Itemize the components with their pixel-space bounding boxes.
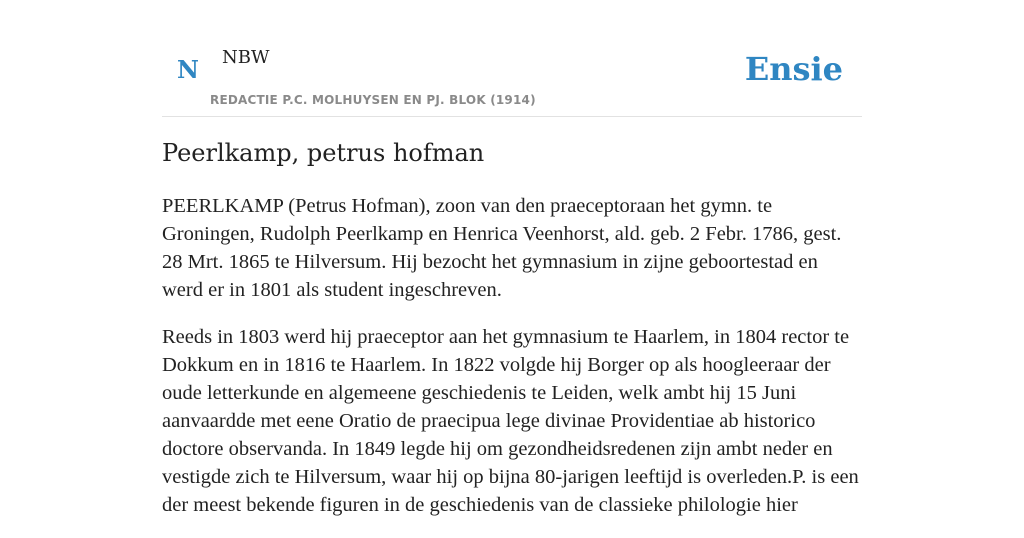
article-header [162, 0, 862, 117]
article-body [162, 192, 862, 538]
article-paragraph: Reeds in 1803 werd hij praeceptor aan het gymnasium te Haarlem, in 1804 rector te Dokkum en in 1816 te Haarlem. In 1822 volgde hij Borger op als hoogleeraar der oude letterkunde en algemeene geschiedenis te Leiden, welk ambt hij 15 Juni aanvaardde met eene Oratio de praecipua lege divinae Providentiae ab historico doctore observanda. In 1849 legde hij om gezondheidsredenen zijn ambt neder en vestigde zich te Hilversum, waar hij op bijna 80-jarigen leeftijd is overleden.P. is een der meest bekende figuren in de geschiedenis van de classieke philologie hier [162, 326, 859, 516]
article-paragraph: PEERLKAMP (Petrus Hofman), zoon van den praeceptoraan het gymn. te Groningen, Rudolph Peerlkamp en Henrica Veenhorst, ald. geb. 2 Febr. 1786, gest. 28 Mrt. 1865 te Hilversum. Hij bezocht het gymnasium in zijne geboortestad en werd er in 1801 als student ingeschreven. [162, 195, 842, 301]
brand-logo[interactable]: Ensie [744, 50, 843, 88]
article-title: Peerlkamp, petrus hofman [162, 139, 485, 167]
publication-name[interactable]: NBW [222, 47, 270, 68]
article-page [162, 0, 862, 516]
publication-mark[interactable]: N [177, 55, 199, 84]
publication-subtitle: REDACTIE P.C. MOLHUYSEN EN PJ. BLOK (1914) [210, 93, 536, 107]
